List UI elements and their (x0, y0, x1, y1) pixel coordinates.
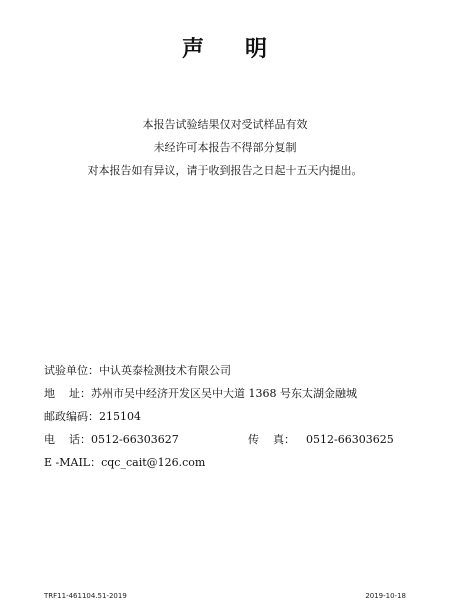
fax-label: 传 真： (248, 433, 295, 446)
address-value: 苏州市吴中经济开发区吴中大道 1368 号东太湖金融城 (91, 387, 357, 400)
contact-info (44, 359, 424, 474)
title-char-1: 声 (181, 36, 205, 62)
lab-label: 试验单位： (44, 364, 99, 377)
doc-code: TRF11-461104.51-2019 (44, 592, 127, 600)
phone-label: 电 话： (44, 433, 91, 446)
phone-value: 0512-66303627 (91, 433, 179, 446)
page-title (0, 32, 450, 63)
statement-copying: 未经许可本报告不得部分复制 (153, 141, 297, 154)
statement-objection: 对本报告如有异议，请于收到报告之日起十五天内提出。 (87, 164, 363, 177)
email-row (44, 451, 424, 474)
lab-row (44, 359, 424, 382)
lab-value: 中认英泰检测技术有限公司 (99, 364, 231, 377)
email-label: E -MAIL： (44, 456, 102, 469)
phone-row (44, 428, 424, 451)
fax-group (248, 428, 394, 451)
address-row (44, 382, 424, 405)
title-char-2: 明 (245, 36, 269, 62)
address-label: 地 址： (44, 387, 91, 400)
statement-validity: 本报告试验结果仅对受试样品有效 (142, 118, 308, 131)
doc-date: 2019-10-18 (365, 592, 406, 600)
statement-block (0, 113, 450, 182)
email-value: cqc_cait@126.com (101, 456, 206, 469)
postcode-value: 215104 (99, 410, 141, 423)
postcode-row (44, 405, 424, 428)
fax-value: 0512-66303625 (306, 433, 394, 446)
postcode-label: 邮政编码： (44, 410, 99, 423)
